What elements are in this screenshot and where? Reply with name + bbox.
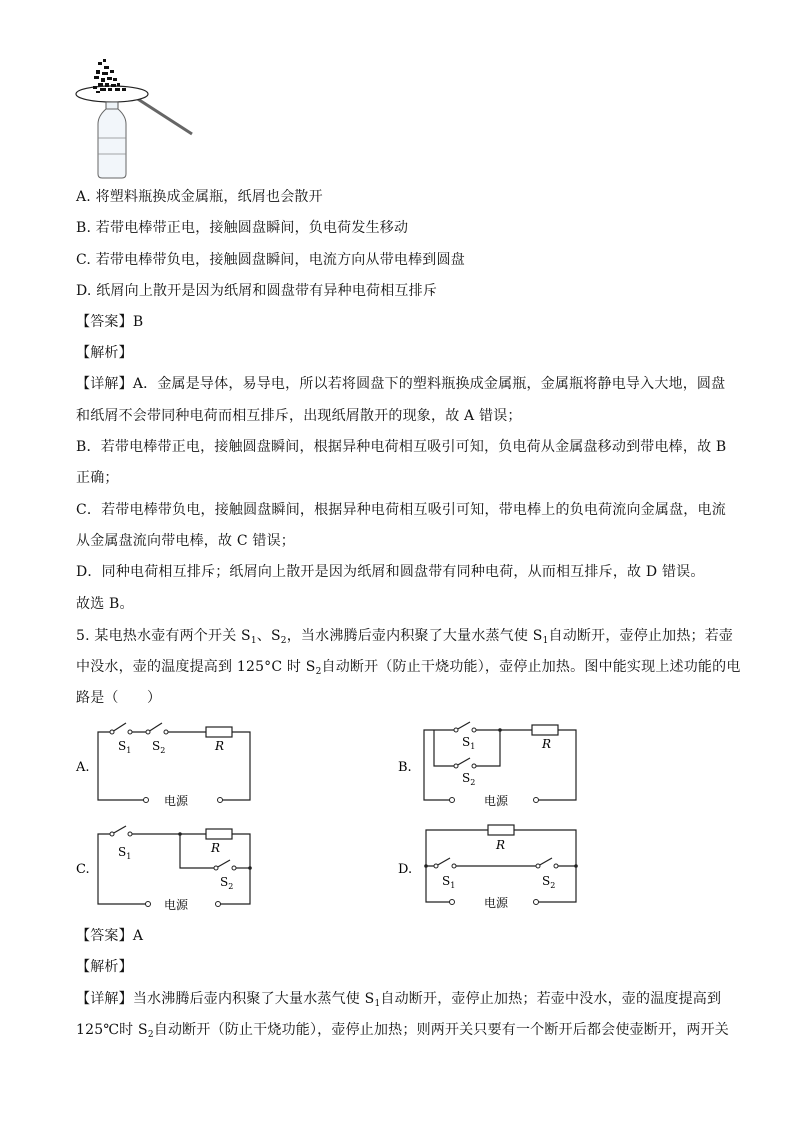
analysis-line: B．若带电棒带正电，接触圆盘瞬间，根据异种电荷相互吸引可知，负电荷从金属盘移动到带电棒，故 B <box>76 439 727 455</box>
answer-label: 【答案】 <box>76 314 133 330</box>
question-5-line-1 <box>76 626 733 651</box>
detail-label: 【详解】 <box>76 991 133 1007</box>
s1-label: $S_1$ <box>462 735 476 751</box>
analysis-line <box>76 1020 729 1045</box>
subscript: 1 <box>542 636 549 646</box>
subscript: 2 <box>147 1030 154 1040</box>
option-c: C. 若带电棒带负电，接触圆盘瞬间，电流方向从带电棒到圆盘 <box>76 252 465 268</box>
power-label: 电源 <box>484 794 509 808</box>
answer-value: A <box>132 928 144 944</box>
subscript: 2 <box>280 636 287 646</box>
option-label: D. <box>398 862 413 877</box>
analysis-line: D．同种电荷相互排斥；纸屑向上散开是因为纸屑和圆盘带有同种电荷，从而相互排斥，故 D 错误。 <box>76 564 705 580</box>
circuit-c <box>72 818 272 918</box>
subscript: 2 <box>315 667 322 677</box>
analysis-line: 正确； <box>76 470 119 486</box>
circuit-b <box>396 718 596 808</box>
s2-label: $S_2$ <box>542 874 556 890</box>
analysis-text: A．金属是导体，易导电，所以若将圆盘下的塑料瓶换成金属瓶，金属瓶将静电导入大地，圆盘 <box>132 376 726 392</box>
power-label: 电源 <box>164 898 189 912</box>
analysis-label-q5: 【解析】 <box>76 959 133 975</box>
analysis-label-q4: 【解析】 <box>76 345 133 361</box>
q5-text: ，当水沸腾后壶内积聚了大量水蒸气使 S <box>286 628 543 644</box>
s2-label: $S_2$ <box>462 771 476 787</box>
question-5-line-3: 路是（ ） <box>76 690 162 706</box>
answer-label: 【答案】 <box>76 928 133 944</box>
power-label: 电源 <box>164 794 189 808</box>
analysis-line <box>76 989 721 1014</box>
s1-label: $S_1$ <box>442 874 456 890</box>
detail-label: 【详解】 <box>76 376 133 392</box>
q5-text: 自动断开（防止干烧功能），壶停止加热。图中能实现上述功能的电 <box>321 659 741 675</box>
analysis-text: 自动断开（防止干烧功能），壶停止加热；则两开关只要有一个断开后都会使壶断开，两开关 <box>153 1022 729 1038</box>
resistor-label: R <box>542 737 552 751</box>
power-label: 电源 <box>484 896 509 910</box>
answer-value: B <box>132 314 144 330</box>
electroscope-bottle-figure <box>72 58 202 180</box>
s1-label: $S_1$ <box>118 845 132 861</box>
analysis-text: 当水沸腾后壶内积聚了大量水蒸气使 S <box>132 991 375 1007</box>
resistor-label: R <box>496 838 506 852</box>
analysis-line: C．若带电棒带负电，接触圆盘瞬间，根据异种电荷相互吸引可知，带电棒上的负电荷流向金属盘，电流 <box>76 502 726 518</box>
s2-label: $S_2$ <box>220 875 234 891</box>
q5-text: 中没水，壶的温度提高到 125°C 时 S <box>76 659 316 675</box>
option-d: D. 纸屑向上散开是因为纸屑和圆盘带有异种电荷相互排斥 <box>76 283 438 299</box>
option-b: B. 若带电棒带正电，接触圆盘瞬间，负电荷发生移动 <box>76 220 409 236</box>
subscript: 1 <box>374 999 381 1009</box>
question-5-line-2 <box>76 657 741 682</box>
q5-text: 5. 某电热水壶有两个开关 S <box>76 628 251 644</box>
analysis-line: 和纸屑不会带同种电荷而相互排斥，出现纸屑散开的现象，故 A 错误； <box>76 408 522 424</box>
answer-q5 <box>76 926 143 946</box>
s1-label: $S_1$ <box>118 739 132 755</box>
analysis-text: 125℃时 S <box>76 1022 148 1038</box>
s2-label: $S_2$ <box>152 739 166 755</box>
q5-text: 、S <box>256 628 281 644</box>
option-label: B. <box>398 760 412 775</box>
analysis-line <box>76 374 725 394</box>
circuit-a <box>72 718 272 808</box>
option-a: A. 将塑料瓶换成金属瓶，纸屑也会散开 <box>76 189 323 205</box>
analysis-text: 自动断开，壶停止加热；若壶中没水，壶的温度提高到 <box>380 991 722 1007</box>
q5-text: 自动断开，壶停止加热；若壶 <box>548 628 734 644</box>
option-label: C. <box>76 862 90 877</box>
answer-q4 <box>76 312 143 332</box>
option-label: A. <box>76 760 90 775</box>
analysis-line: 从金属盘流向带电棒，故 C 错误； <box>76 533 296 549</box>
resistor-label: R <box>215 739 225 753</box>
analysis-line: 故选 B。 <box>76 596 134 612</box>
resistor-label: R <box>211 841 221 855</box>
subscript: 1 <box>250 636 257 646</box>
circuit-d <box>396 818 596 918</box>
